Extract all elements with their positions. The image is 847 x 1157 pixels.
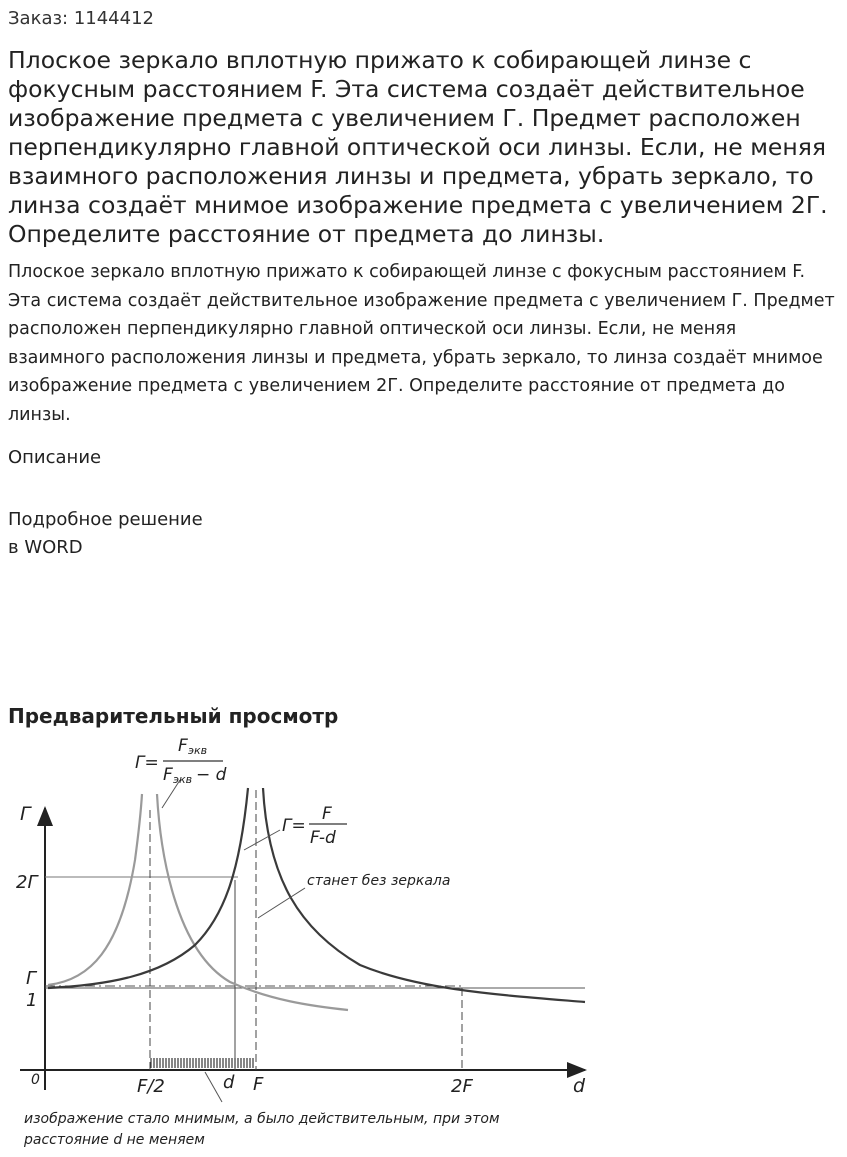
hatched-interval	[150, 1058, 254, 1068]
problem-body: Плоское зеркало вплотную прижато к собирающей линзе с фокусным расстоянием F. Эта система создаёт действительное изображение предмета с увеличением Г. Предмет расположен перпендикулярно главной оптической оси линзы. Если, не меняя взаимного расположения линзы и предмета, убрать зеркало, то линза создаёт мнимое изображение предмета с увеличением 2Г. Определите расстояние от предмета до линзы.	[8, 262, 835, 425]
magnification-diagram	[0, 730, 847, 1157]
formula-lens-num: F	[322, 804, 332, 824]
y-tick-1: 1	[26, 990, 38, 1011]
solution-line-1: Подробное решение	[8, 509, 203, 530]
curve-with-mirror	[48, 794, 142, 985]
x-tick-f: F	[253, 1074, 264, 1095]
origin-label: 0	[31, 1072, 40, 1088]
leader-caption	[205, 1072, 222, 1102]
leader-without-mirror	[258, 888, 305, 918]
description-label: Описание	[8, 447, 102, 468]
curve-lens-left	[48, 788, 248, 988]
x-axis-label: d	[573, 1075, 586, 1097]
solution-line-2: в WORD	[8, 537, 83, 558]
y-tick-g: Г	[26, 968, 37, 989]
formula-lens-den: F-d	[310, 828, 336, 848]
formula-eq-den-sub: экв	[173, 773, 193, 786]
formula-eq-num: F	[178, 736, 188, 756]
curve-with-mirror-right	[157, 794, 348, 1010]
formula-eq-den: F	[163, 765, 173, 785]
note-without-mirror: станет без зеркала	[307, 873, 451, 889]
leader-lens	[244, 830, 280, 850]
y-axis-label: Г	[20, 803, 31, 825]
x-tick-d: d	[223, 1072, 235, 1093]
formula-eq-den-tail: − d	[196, 765, 227, 785]
order-number: Заказ: 1144412	[8, 8, 154, 29]
curve-lens-right	[263, 788, 585, 1002]
caption-line-2: расстояние d не меняем	[24, 1132, 205, 1148]
y-tick-2g: 2Г	[16, 872, 38, 893]
preview-heading: Предварительный просмотр	[8, 704, 339, 728]
formula-eq-num-sub: экв	[188, 744, 208, 757]
formula-eq-lhs: Г=	[135, 753, 159, 773]
x-tick-half-f: F/2	[137, 1076, 165, 1097]
caption-line-1: изображение стало мнимым, а было действительным, при этом	[24, 1111, 500, 1127]
x-tick-2f: 2F	[451, 1076, 473, 1097]
problem-title: Плоское зеркало вплотную прижато к собирающей линзе с фокусным расстоянием F. Эта система создаёт действительное изображение предмета с увеличением Г. Предмет расположен перпендикулярно главной оптической оси линзы. Если, не меняя взаимного расположения линзы и предмета, убрать зеркало, то линза создаёт мнимое изображение предмета с увеличением 2Г. Определите расстояние от предмета до линзы.	[8, 46, 828, 248]
formula-lens-lhs: Г=	[282, 816, 306, 836]
